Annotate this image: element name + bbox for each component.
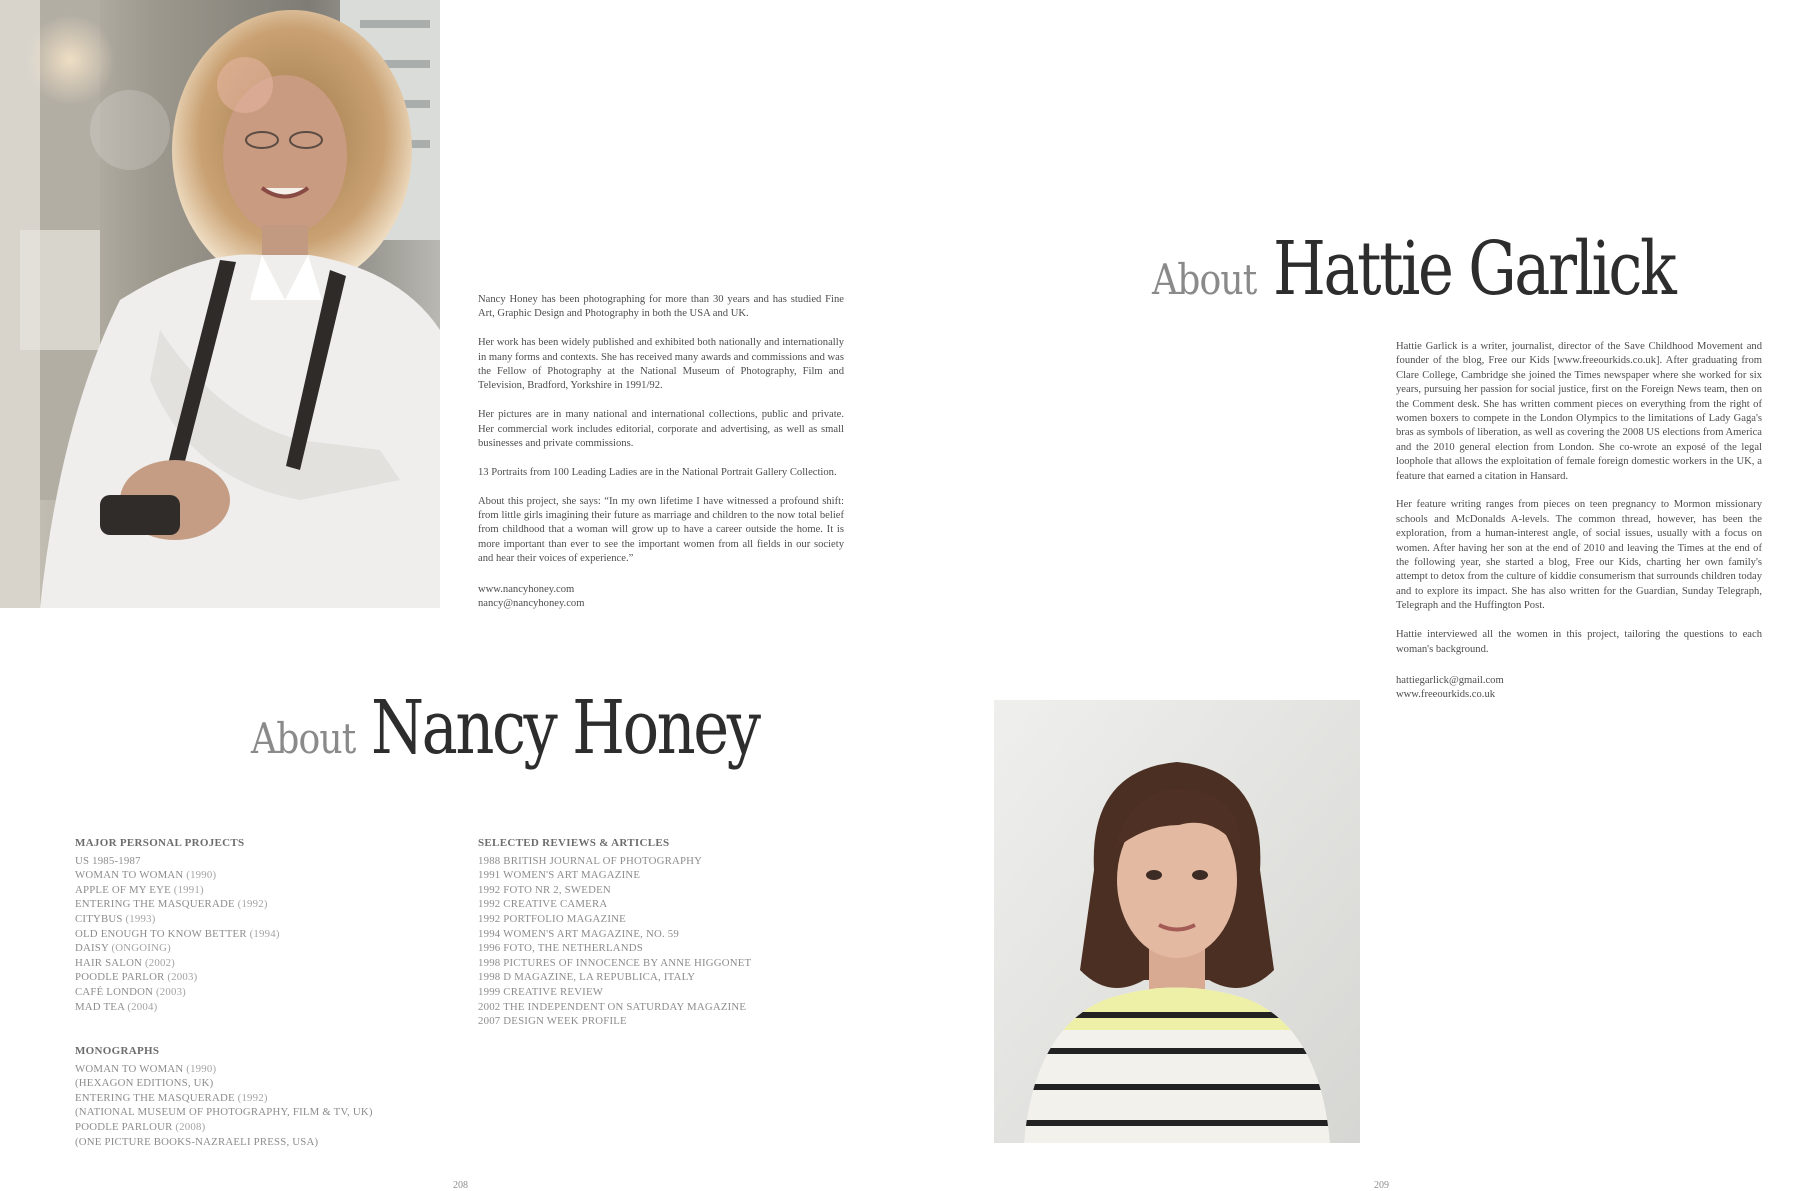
heading-name: Hattie Garlick [1272, 226, 1674, 312]
projects-title: MAJOR PERSONAL PROJECTS [75, 837, 245, 849]
list-item [75, 1000, 280, 1015]
list-item [75, 927, 280, 942]
list-item: 2007 DESIGN WEEK PROFILE [478, 1015, 627, 1028]
hattie-bio-paragraph: Her feature writing ranges from pieces on teen pregnancy to Mormon missionary schools and McDonalds A-levels. The common thread, however, has been the exploration, from a human-interest angle, of social issues, usually with a focus on women. After having her son at the end of 2010 and leaving the Times at the end of the following year, she started a blog, Free our Kids, charting her own family's attempt to detox from the culture of kiddie consumerism that surrounds children today and to explore its impact. She has also written for the Guardian, Sunday Telegraph, Telegraph and the Huffington Post. [1396, 499, 1762, 612]
page-number-right: 209 [1374, 1180, 1389, 1191]
hattie-website-link[interactable]: www.freeourkids.co.uk [1396, 689, 1496, 701]
list-item-name: (ONE PICTURE BOOKS-NAZRAELI PRESS, USA) [75, 1135, 319, 1148]
list-item: 1988 BRITISH JOURNAL OF PHOTOGRAPHY [478, 854, 703, 867]
list-item-year: (1993) [125, 912, 156, 925]
list-item-name: MAD TEA [75, 1000, 128, 1013]
nancy-bio-paragraph: Her pictures are in many national and international collections, public and private. Her commercial work includes editorial, corporate and advertising, as well as small businesses and private commissions. [478, 409, 844, 450]
nancy-honey-portrait-photo [0, 0, 440, 608]
major-personal-projects-list [75, 836, 280, 1014]
list-item [75, 868, 280, 883]
list-item [75, 1062, 373, 1077]
hattie-garlick-portrait-photo [994, 700, 1360, 1143]
list-item [75, 985, 280, 1000]
hattie-bio-paragraph: Hattie Garlick is a writer, journalist, director of the Save Childhood Movement and founder of the blog, Free our Kids [www.freeourkids.co.uk]. After graduating from Clare College, Cambridge she joined the Times newspaper where she worked for six years, pursuing her passion for social justice, first on the Foreign News team, then on the Comment desk. She has written comment pieces on everything from the right of women boxers to compete in the London Olympics to the limitations of Lady Gaga's bras as symbols of liberation, as well as covering the 2008 US elections from America and the 2010 general election from London. She co-wrote an exposé of the legal loophole that allows the exploitation of female foreign domestic workers in the UK, a feature that earned a citation in Hansard. [1396, 341, 1762, 482]
list-item-name: APPLE OF MY EYE [75, 883, 174, 896]
heading-about-word: About [250, 714, 356, 763]
list-item-name: POODLE PARLOR [75, 971, 168, 984]
list-item: 1992 PORTFOLIO MAGAZINE [478, 912, 626, 925]
list-item [75, 941, 280, 956]
list-item: 1999 CREATIVE REVIEW [478, 985, 604, 998]
list-item-year: (1991) [173, 883, 204, 896]
list-item [75, 883, 280, 898]
list-item-year: (1990) [186, 1062, 217, 1075]
list-item-name: OLD ENOUGH TO KNOW BETTER [75, 927, 250, 940]
list-item-year: (1992) [237, 898, 268, 911]
list-item [75, 854, 280, 869]
list-item-name: US 1985-1987 [75, 854, 141, 867]
hattie-bio-paragraph: Hattie interviewed all the women in this project, tailoring the questions to each woman's background. [1396, 629, 1762, 655]
list-item-name: ENTERING THE MASQUERADE [75, 898, 238, 911]
list-item [75, 1076, 373, 1091]
list-item [75, 956, 280, 971]
nancy-honey-heading [251, 685, 844, 771]
list-item-year: (2002) [144, 956, 175, 969]
list-item-year: (1992) [237, 1091, 268, 1104]
list-item: 1996 FOTO, THE NETHERLANDS [478, 942, 643, 955]
list-item: 1992 FOTO NR 2, SWEDEN [478, 883, 611, 896]
nancy-email-link[interactable]: nancy@nancyhoney.com [478, 598, 585, 610]
list-item-name: HAIR SALON [75, 956, 145, 969]
list-item-year: (2008) [175, 1120, 206, 1133]
list-item-name: WOMAN TO WOMAN [75, 869, 187, 882]
list-item [75, 912, 280, 927]
reviews-title: SELECTED REVIEWS & ARTICLES [478, 837, 670, 849]
hattie-contact-block [1396, 674, 1504, 703]
list-item: 2002 THE INDEPENDENT ON SATURDAY MAGAZINE [478, 1000, 747, 1013]
nancy-bio-paragraph: Her work has been widely published and exhibited both nationally and internationally in many forms and contexts. She has received many awards and commissions and was the Fellow of Photography at the National Museum of Photography, Film and Television, Bradford, Yorkshire in 1991/92. [478, 337, 844, 392]
list-item-year: (2003) [167, 971, 198, 984]
hattie-garlick-biography [1396, 340, 1762, 657]
list-item [75, 897, 280, 912]
list-item-name: POODLE PARLOUR [75, 1120, 176, 1133]
hattie-email-link[interactable]: hattiegarlick@gmail.com [1396, 675, 1504, 686]
list-item-name: (HEXAGON EDITIONS, UK) [75, 1077, 214, 1090]
list-item-year: (ONGOING) [111, 942, 171, 955]
list-item-year: (1990) [186, 869, 217, 882]
list-item [75, 1105, 373, 1120]
nancy-bio-paragraph: Nancy Honey has been photographing for more than 30 years and has studied Fine Art, Graphic Design and Photography in both the USA and UK. [478, 294, 844, 320]
list-item: 1998 PICTURES OF INNOCENCE BY ANNE HIGGONET [478, 956, 752, 969]
heading-name: Nancy Honey [371, 685, 759, 771]
list-item [75, 1135, 373, 1150]
monographs-title: MONOGRAPHS [75, 1045, 160, 1057]
list-item-name: ENTERING THE MASQUERADE [75, 1091, 238, 1104]
list-item: 1994 WOMEN'S ART MAGAZINE, NO. 59 [478, 927, 679, 940]
list-item-name: DAISY [75, 942, 112, 955]
list-item: 1992 CREATIVE CAMERA [478, 898, 608, 911]
list-item [75, 970, 280, 985]
heading-about-word: About [1152, 255, 1257, 304]
list-item-name: WOMAN TO WOMAN [75, 1062, 187, 1075]
nancy-honey-biography [478, 293, 844, 567]
selected-reviews-list [478, 836, 751, 1029]
hattie-garlick-heading [1152, 226, 1762, 312]
list-item-year: (2003) [155, 985, 186, 998]
nancy-website-link[interactable]: www.nancyhoney.com [478, 584, 575, 595]
list-item-year: (1994) [249, 927, 280, 940]
list-item-name: CAFÉ LONDON [75, 985, 156, 998]
list-item: 1998 D MAGAZINE, LA REPUBLICA, ITALY [478, 971, 696, 984]
list-item-name: CITYBUS [75, 912, 126, 925]
nancy-bio-paragraph: 13 Portraits from 100 Leading Ladies are in the National Portrait Gallery Collection. [478, 466, 837, 478]
list-item-year: (2004) [127, 1000, 158, 1013]
page-number-left: 208 [453, 1180, 468, 1191]
list-item: 1991 WOMEN'S ART MAGAZINE [478, 869, 641, 882]
list-item [75, 1091, 373, 1106]
monographs-list [75, 1044, 373, 1149]
list-item-name: (NATIONAL MUSEUM OF PHOTOGRAPHY, FILM & TV, UK) [75, 1106, 373, 1119]
list-item [75, 1120, 373, 1135]
nancy-contact-block [478, 583, 584, 612]
nancy-bio-paragraph: About this project, she says: “In my own lifetime I have witnessed a profound shift: from little girls imagining their future as marriage and children to the now total belief from childhood that a woman will grow up to have a career outside the home. It is more important than ever to see the important women from all fields in our society and hear their voices of experience.” [478, 495, 844, 565]
